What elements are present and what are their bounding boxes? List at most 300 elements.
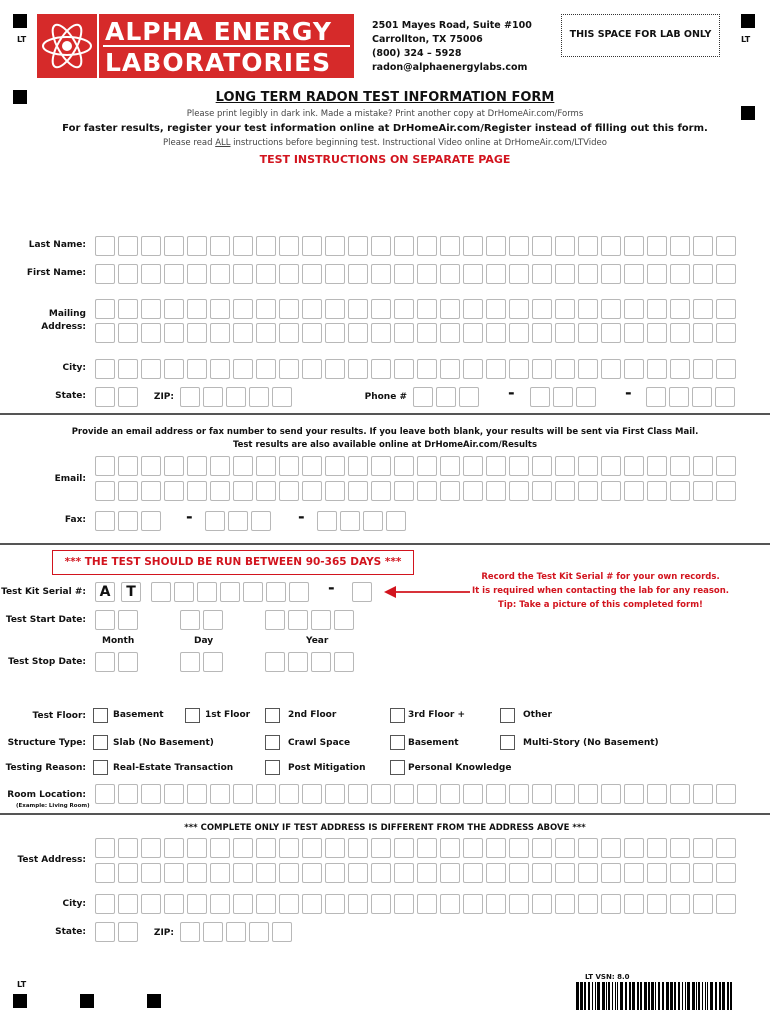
char-box[interactable] bbox=[716, 359, 736, 379]
char-box[interactable] bbox=[693, 359, 713, 379]
char-box[interactable] bbox=[624, 784, 644, 804]
char-box[interactable] bbox=[555, 359, 575, 379]
char-box[interactable] bbox=[716, 863, 736, 883]
char-box[interactable] bbox=[693, 264, 713, 284]
char-box[interactable] bbox=[317, 511, 337, 531]
char-box[interactable] bbox=[289, 582, 309, 602]
structure-crawl-checkbox[interactable] bbox=[265, 735, 280, 750]
char-box[interactable] bbox=[486, 838, 506, 858]
char-box[interactable] bbox=[279, 481, 299, 501]
char-box[interactable] bbox=[578, 299, 598, 319]
serial-box-a[interactable]: A bbox=[95, 582, 115, 602]
char-box[interactable] bbox=[693, 481, 713, 501]
char-box[interactable] bbox=[249, 387, 269, 407]
char-box[interactable] bbox=[334, 652, 354, 672]
char-box[interactable] bbox=[265, 610, 285, 630]
char-box[interactable] bbox=[578, 894, 598, 914]
char-box[interactable] bbox=[601, 299, 621, 319]
char-box[interactable] bbox=[555, 323, 575, 343]
char-box[interactable] bbox=[164, 323, 184, 343]
char-box[interactable] bbox=[233, 323, 253, 343]
char-box[interactable] bbox=[371, 894, 391, 914]
char-box[interactable] bbox=[256, 894, 276, 914]
char-box[interactable] bbox=[509, 323, 529, 343]
char-box[interactable] bbox=[334, 610, 354, 630]
char-box[interactable] bbox=[486, 784, 506, 804]
char-box[interactable] bbox=[363, 511, 383, 531]
char-box[interactable] bbox=[348, 894, 368, 914]
char-box[interactable] bbox=[203, 387, 223, 407]
char-box[interactable] bbox=[279, 359, 299, 379]
char-box[interactable] bbox=[95, 652, 115, 672]
char-box[interactable] bbox=[302, 264, 322, 284]
char-box[interactable] bbox=[394, 481, 414, 501]
char-box[interactable] bbox=[647, 299, 667, 319]
char-box[interactable] bbox=[325, 456, 345, 476]
char-box[interactable] bbox=[486, 359, 506, 379]
char-box[interactable] bbox=[532, 481, 552, 501]
char-box[interactable] bbox=[279, 863, 299, 883]
char-box[interactable] bbox=[555, 236, 575, 256]
char-box[interactable] bbox=[266, 582, 286, 602]
char-box[interactable] bbox=[624, 456, 644, 476]
char-box[interactable] bbox=[210, 264, 230, 284]
phone-boxes-prefix[interactable] bbox=[530, 387, 597, 407]
char-box[interactable] bbox=[555, 894, 575, 914]
char-box[interactable] bbox=[118, 456, 138, 476]
char-box[interactable] bbox=[463, 264, 483, 284]
char-box[interactable] bbox=[348, 481, 368, 501]
char-box[interactable] bbox=[141, 863, 161, 883]
char-box[interactable] bbox=[348, 359, 368, 379]
stop-year-boxes[interactable] bbox=[265, 652, 355, 672]
char-box[interactable] bbox=[325, 264, 345, 284]
char-box[interactable] bbox=[302, 323, 322, 343]
char-box[interactable] bbox=[394, 236, 414, 256]
char-box[interactable] bbox=[203, 922, 223, 942]
char-box[interactable] bbox=[647, 236, 667, 256]
char-box[interactable] bbox=[233, 784, 253, 804]
char-box[interactable] bbox=[118, 481, 138, 501]
char-box[interactable] bbox=[164, 456, 184, 476]
char-box[interactable] bbox=[670, 863, 690, 883]
char-box[interactable] bbox=[647, 894, 667, 914]
char-box[interactable] bbox=[279, 236, 299, 256]
char-box[interactable] bbox=[417, 323, 437, 343]
char-box[interactable] bbox=[348, 299, 368, 319]
char-box[interactable] bbox=[486, 894, 506, 914]
test-zip-boxes[interactable] bbox=[180, 922, 293, 942]
char-box[interactable] bbox=[394, 323, 414, 343]
char-box[interactable] bbox=[256, 323, 276, 343]
char-box[interactable] bbox=[95, 863, 115, 883]
char-box[interactable] bbox=[509, 236, 529, 256]
char-box[interactable] bbox=[417, 264, 437, 284]
char-box[interactable] bbox=[624, 323, 644, 343]
char-box[interactable] bbox=[417, 784, 437, 804]
char-box[interactable] bbox=[417, 894, 437, 914]
last-name-boxes[interactable] bbox=[95, 236, 737, 256]
char-box[interactable] bbox=[348, 264, 368, 284]
char-box[interactable] bbox=[532, 894, 552, 914]
char-box[interactable] bbox=[555, 299, 575, 319]
reason-realestate-checkbox[interactable] bbox=[93, 760, 108, 775]
room-boxes[interactable] bbox=[95, 784, 737, 804]
char-box[interactable] bbox=[670, 456, 690, 476]
char-box[interactable] bbox=[233, 863, 253, 883]
char-box[interactable] bbox=[440, 894, 460, 914]
char-box[interactable] bbox=[463, 894, 483, 914]
char-box[interactable] bbox=[95, 456, 115, 476]
char-box[interactable] bbox=[348, 236, 368, 256]
char-box[interactable] bbox=[118, 264, 138, 284]
char-box[interactable] bbox=[118, 511, 138, 531]
char-box[interactable] bbox=[532, 323, 552, 343]
char-box[interactable] bbox=[601, 784, 621, 804]
char-box[interactable] bbox=[670, 481, 690, 501]
char-box[interactable] bbox=[715, 387, 735, 407]
test-address-boxes-line-1[interactable] bbox=[95, 838, 737, 858]
char-box[interactable] bbox=[578, 236, 598, 256]
char-box[interactable] bbox=[371, 863, 391, 883]
char-box[interactable] bbox=[440, 236, 460, 256]
char-box[interactable] bbox=[141, 456, 161, 476]
char-box[interactable] bbox=[413, 387, 433, 407]
char-box[interactable] bbox=[555, 784, 575, 804]
char-box[interactable] bbox=[164, 264, 184, 284]
char-box[interactable] bbox=[371, 481, 391, 501]
char-box[interactable] bbox=[486, 456, 506, 476]
char-box[interactable] bbox=[233, 359, 253, 379]
char-box[interactable] bbox=[95, 359, 115, 379]
char-box[interactable] bbox=[532, 299, 552, 319]
char-box[interactable] bbox=[509, 784, 529, 804]
char-box[interactable] bbox=[164, 236, 184, 256]
char-box[interactable] bbox=[647, 456, 667, 476]
char-box[interactable] bbox=[118, 922, 138, 942]
start-year-boxes[interactable] bbox=[265, 610, 355, 630]
char-box[interactable] bbox=[716, 784, 736, 804]
char-box[interactable] bbox=[141, 299, 161, 319]
test-city-boxes[interactable] bbox=[95, 894, 737, 914]
address-boxes-line-2[interactable] bbox=[95, 323, 737, 343]
char-box[interactable] bbox=[693, 784, 713, 804]
char-box[interactable] bbox=[187, 456, 207, 476]
char-box[interactable] bbox=[601, 456, 621, 476]
char-box[interactable] bbox=[203, 652, 223, 672]
char-box[interactable] bbox=[394, 264, 414, 284]
char-box[interactable] bbox=[279, 264, 299, 284]
char-box[interactable] bbox=[440, 784, 460, 804]
char-box[interactable] bbox=[233, 264, 253, 284]
char-box[interactable] bbox=[440, 481, 460, 501]
char-box[interactable] bbox=[532, 838, 552, 858]
char-box[interactable] bbox=[463, 481, 483, 501]
char-box[interactable] bbox=[417, 456, 437, 476]
floor-2nd-checkbox[interactable] bbox=[265, 708, 280, 723]
fax-boxes-prefix[interactable] bbox=[205, 511, 272, 531]
serial-boxes-end[interactable] bbox=[352, 582, 373, 602]
char-box[interactable] bbox=[210, 359, 230, 379]
char-box[interactable] bbox=[371, 838, 391, 858]
char-box[interactable] bbox=[249, 922, 269, 942]
char-box[interactable] bbox=[716, 894, 736, 914]
char-box[interactable] bbox=[325, 894, 345, 914]
first-name-boxes[interactable] bbox=[95, 264, 737, 284]
char-box[interactable] bbox=[311, 652, 331, 672]
fax-boxes-area[interactable] bbox=[95, 511, 162, 531]
char-box[interactable] bbox=[553, 387, 573, 407]
char-box[interactable] bbox=[141, 264, 161, 284]
char-box[interactable] bbox=[532, 236, 552, 256]
char-box[interactable] bbox=[486, 236, 506, 256]
char-box[interactable] bbox=[624, 894, 644, 914]
structure-basement-checkbox[interactable] bbox=[390, 735, 405, 750]
char-box[interactable] bbox=[95, 323, 115, 343]
char-box[interactable] bbox=[371, 784, 391, 804]
char-box[interactable] bbox=[670, 299, 690, 319]
char-box[interactable] bbox=[210, 299, 230, 319]
char-box[interactable] bbox=[325, 236, 345, 256]
char-box[interactable] bbox=[371, 359, 391, 379]
char-box[interactable] bbox=[164, 299, 184, 319]
char-box[interactable] bbox=[187, 863, 207, 883]
char-box[interactable] bbox=[325, 359, 345, 379]
char-box[interactable] bbox=[578, 264, 598, 284]
char-box[interactable] bbox=[692, 387, 712, 407]
start-day-boxes[interactable] bbox=[180, 610, 224, 630]
char-box[interactable] bbox=[716, 456, 736, 476]
char-box[interactable] bbox=[578, 784, 598, 804]
char-box[interactable] bbox=[509, 481, 529, 501]
char-box[interactable] bbox=[601, 481, 621, 501]
char-box[interactable] bbox=[532, 863, 552, 883]
char-box[interactable] bbox=[210, 894, 230, 914]
char-box[interactable] bbox=[272, 387, 292, 407]
char-box[interactable] bbox=[669, 387, 689, 407]
char-box[interactable] bbox=[187, 299, 207, 319]
char-box[interactable] bbox=[486, 863, 506, 883]
char-box[interactable] bbox=[693, 838, 713, 858]
fax-boxes-line[interactable] bbox=[317, 511, 407, 531]
char-box[interactable] bbox=[164, 894, 184, 914]
char-box[interactable] bbox=[555, 264, 575, 284]
char-box[interactable] bbox=[624, 481, 644, 501]
char-box[interactable] bbox=[210, 863, 230, 883]
stop-month-boxes[interactable] bbox=[95, 652, 139, 672]
char-box[interactable] bbox=[417, 299, 437, 319]
char-box[interactable] bbox=[279, 299, 299, 319]
char-box[interactable] bbox=[647, 784, 667, 804]
char-box[interactable] bbox=[325, 299, 345, 319]
city-boxes[interactable] bbox=[95, 359, 737, 379]
char-box[interactable] bbox=[141, 784, 161, 804]
char-box[interactable] bbox=[463, 359, 483, 379]
char-box[interactable] bbox=[601, 894, 621, 914]
char-box[interactable] bbox=[256, 299, 276, 319]
char-box[interactable] bbox=[601, 236, 621, 256]
char-box[interactable] bbox=[210, 236, 230, 256]
char-box[interactable] bbox=[95, 299, 115, 319]
char-box[interactable] bbox=[256, 838, 276, 858]
char-box[interactable] bbox=[670, 359, 690, 379]
char-box[interactable] bbox=[348, 784, 368, 804]
char-box[interactable] bbox=[118, 359, 138, 379]
serial-boxes[interactable] bbox=[151, 582, 310, 602]
reason-postmitigation-checkbox[interactable] bbox=[265, 760, 280, 775]
char-box[interactable] bbox=[440, 323, 460, 343]
char-box[interactable] bbox=[371, 323, 391, 343]
char-box[interactable] bbox=[197, 582, 217, 602]
char-box[interactable] bbox=[509, 359, 529, 379]
char-box[interactable] bbox=[272, 922, 292, 942]
char-box[interactable] bbox=[440, 456, 460, 476]
char-box[interactable] bbox=[256, 264, 276, 284]
char-box[interactable] bbox=[578, 481, 598, 501]
char-box[interactable] bbox=[352, 582, 372, 602]
structure-slab-checkbox[interactable] bbox=[93, 735, 108, 750]
char-box[interactable] bbox=[210, 784, 230, 804]
char-box[interactable] bbox=[228, 511, 248, 531]
char-box[interactable] bbox=[348, 863, 368, 883]
structure-multistory-checkbox[interactable] bbox=[500, 735, 515, 750]
char-box[interactable] bbox=[647, 838, 667, 858]
char-box[interactable] bbox=[463, 838, 483, 858]
char-box[interactable] bbox=[164, 838, 184, 858]
char-box[interactable] bbox=[302, 863, 322, 883]
floor-other-checkbox[interactable] bbox=[500, 708, 515, 723]
char-box[interactable] bbox=[578, 456, 598, 476]
char-box[interactable] bbox=[486, 481, 506, 501]
char-box[interactable] bbox=[95, 610, 115, 630]
char-box[interactable] bbox=[716, 299, 736, 319]
char-box[interactable] bbox=[555, 481, 575, 501]
char-box[interactable] bbox=[509, 264, 529, 284]
char-box[interactable] bbox=[180, 387, 200, 407]
char-box[interactable] bbox=[141, 236, 161, 256]
char-box[interactable] bbox=[440, 863, 460, 883]
char-box[interactable] bbox=[279, 784, 299, 804]
char-box[interactable] bbox=[210, 323, 230, 343]
char-box[interactable] bbox=[459, 387, 479, 407]
char-box[interactable] bbox=[486, 299, 506, 319]
char-box[interactable] bbox=[256, 863, 276, 883]
char-box[interactable] bbox=[555, 863, 575, 883]
char-box[interactable] bbox=[187, 359, 207, 379]
char-box[interactable] bbox=[220, 582, 240, 602]
state-boxes[interactable] bbox=[95, 387, 139, 407]
char-box[interactable] bbox=[394, 456, 414, 476]
char-box[interactable] bbox=[325, 784, 345, 804]
char-box[interactable] bbox=[95, 838, 115, 858]
char-box[interactable] bbox=[95, 481, 115, 501]
char-box[interactable] bbox=[417, 863, 437, 883]
char-box[interactable] bbox=[394, 894, 414, 914]
char-box[interactable] bbox=[233, 299, 253, 319]
char-box[interactable] bbox=[386, 511, 406, 531]
char-box[interactable] bbox=[670, 838, 690, 858]
char-box[interactable] bbox=[624, 236, 644, 256]
char-box[interactable] bbox=[226, 387, 246, 407]
char-box[interactable] bbox=[417, 838, 437, 858]
char-box[interactable] bbox=[509, 863, 529, 883]
char-box[interactable] bbox=[118, 863, 138, 883]
char-box[interactable] bbox=[693, 894, 713, 914]
char-box[interactable] bbox=[532, 359, 552, 379]
char-box[interactable] bbox=[118, 610, 138, 630]
char-box[interactable] bbox=[509, 456, 529, 476]
char-box[interactable] bbox=[578, 863, 598, 883]
char-box[interactable] bbox=[279, 894, 299, 914]
char-box[interactable] bbox=[555, 456, 575, 476]
char-box[interactable] bbox=[95, 236, 115, 256]
char-box[interactable] bbox=[180, 652, 200, 672]
char-box[interactable] bbox=[187, 838, 207, 858]
char-box[interactable] bbox=[371, 456, 391, 476]
char-box[interactable] bbox=[647, 323, 667, 343]
char-box[interactable] bbox=[394, 838, 414, 858]
char-box[interactable] bbox=[532, 264, 552, 284]
char-box[interactable] bbox=[693, 863, 713, 883]
serial-box-t[interactable]: T bbox=[121, 582, 141, 602]
char-box[interactable] bbox=[203, 610, 223, 630]
char-box[interactable] bbox=[180, 922, 200, 942]
char-box[interactable] bbox=[486, 323, 506, 343]
char-box[interactable] bbox=[348, 838, 368, 858]
char-box[interactable] bbox=[164, 481, 184, 501]
char-box[interactable] bbox=[141, 481, 161, 501]
char-box[interactable] bbox=[601, 863, 621, 883]
char-box[interactable] bbox=[187, 481, 207, 501]
char-box[interactable] bbox=[417, 481, 437, 501]
char-box[interactable] bbox=[601, 838, 621, 858]
char-box[interactable] bbox=[279, 456, 299, 476]
char-box[interactable] bbox=[463, 863, 483, 883]
char-box[interactable] bbox=[348, 323, 368, 343]
char-box[interactable] bbox=[532, 784, 552, 804]
char-box[interactable] bbox=[394, 784, 414, 804]
char-box[interactable] bbox=[716, 236, 736, 256]
char-box[interactable] bbox=[716, 838, 736, 858]
char-box[interactable] bbox=[233, 838, 253, 858]
char-box[interactable] bbox=[371, 264, 391, 284]
phone-boxes-line[interactable] bbox=[646, 387, 736, 407]
char-box[interactable] bbox=[440, 299, 460, 319]
char-box[interactable] bbox=[95, 511, 115, 531]
char-box[interactable] bbox=[325, 863, 345, 883]
char-box[interactable] bbox=[95, 264, 115, 284]
char-box[interactable] bbox=[440, 838, 460, 858]
char-box[interactable] bbox=[118, 387, 138, 407]
char-box[interactable] bbox=[187, 784, 207, 804]
char-box[interactable] bbox=[118, 299, 138, 319]
email-boxes-line-1[interactable] bbox=[95, 456, 737, 476]
char-box[interactable] bbox=[302, 784, 322, 804]
char-box[interactable] bbox=[118, 894, 138, 914]
char-box[interactable] bbox=[670, 323, 690, 343]
instructions-link[interactable]: TEST INSTRUCTIONS ON SEPARATE PAGE bbox=[259, 153, 511, 166]
char-box[interactable] bbox=[164, 863, 184, 883]
char-box[interactable] bbox=[141, 838, 161, 858]
char-box[interactable] bbox=[693, 236, 713, 256]
char-box[interactable] bbox=[256, 784, 276, 804]
char-box[interactable] bbox=[95, 894, 115, 914]
char-box[interactable] bbox=[256, 359, 276, 379]
zip-boxes[interactable] bbox=[180, 387, 293, 407]
char-box[interactable] bbox=[325, 323, 345, 343]
char-box[interactable] bbox=[530, 387, 550, 407]
char-box[interactable] bbox=[646, 387, 666, 407]
